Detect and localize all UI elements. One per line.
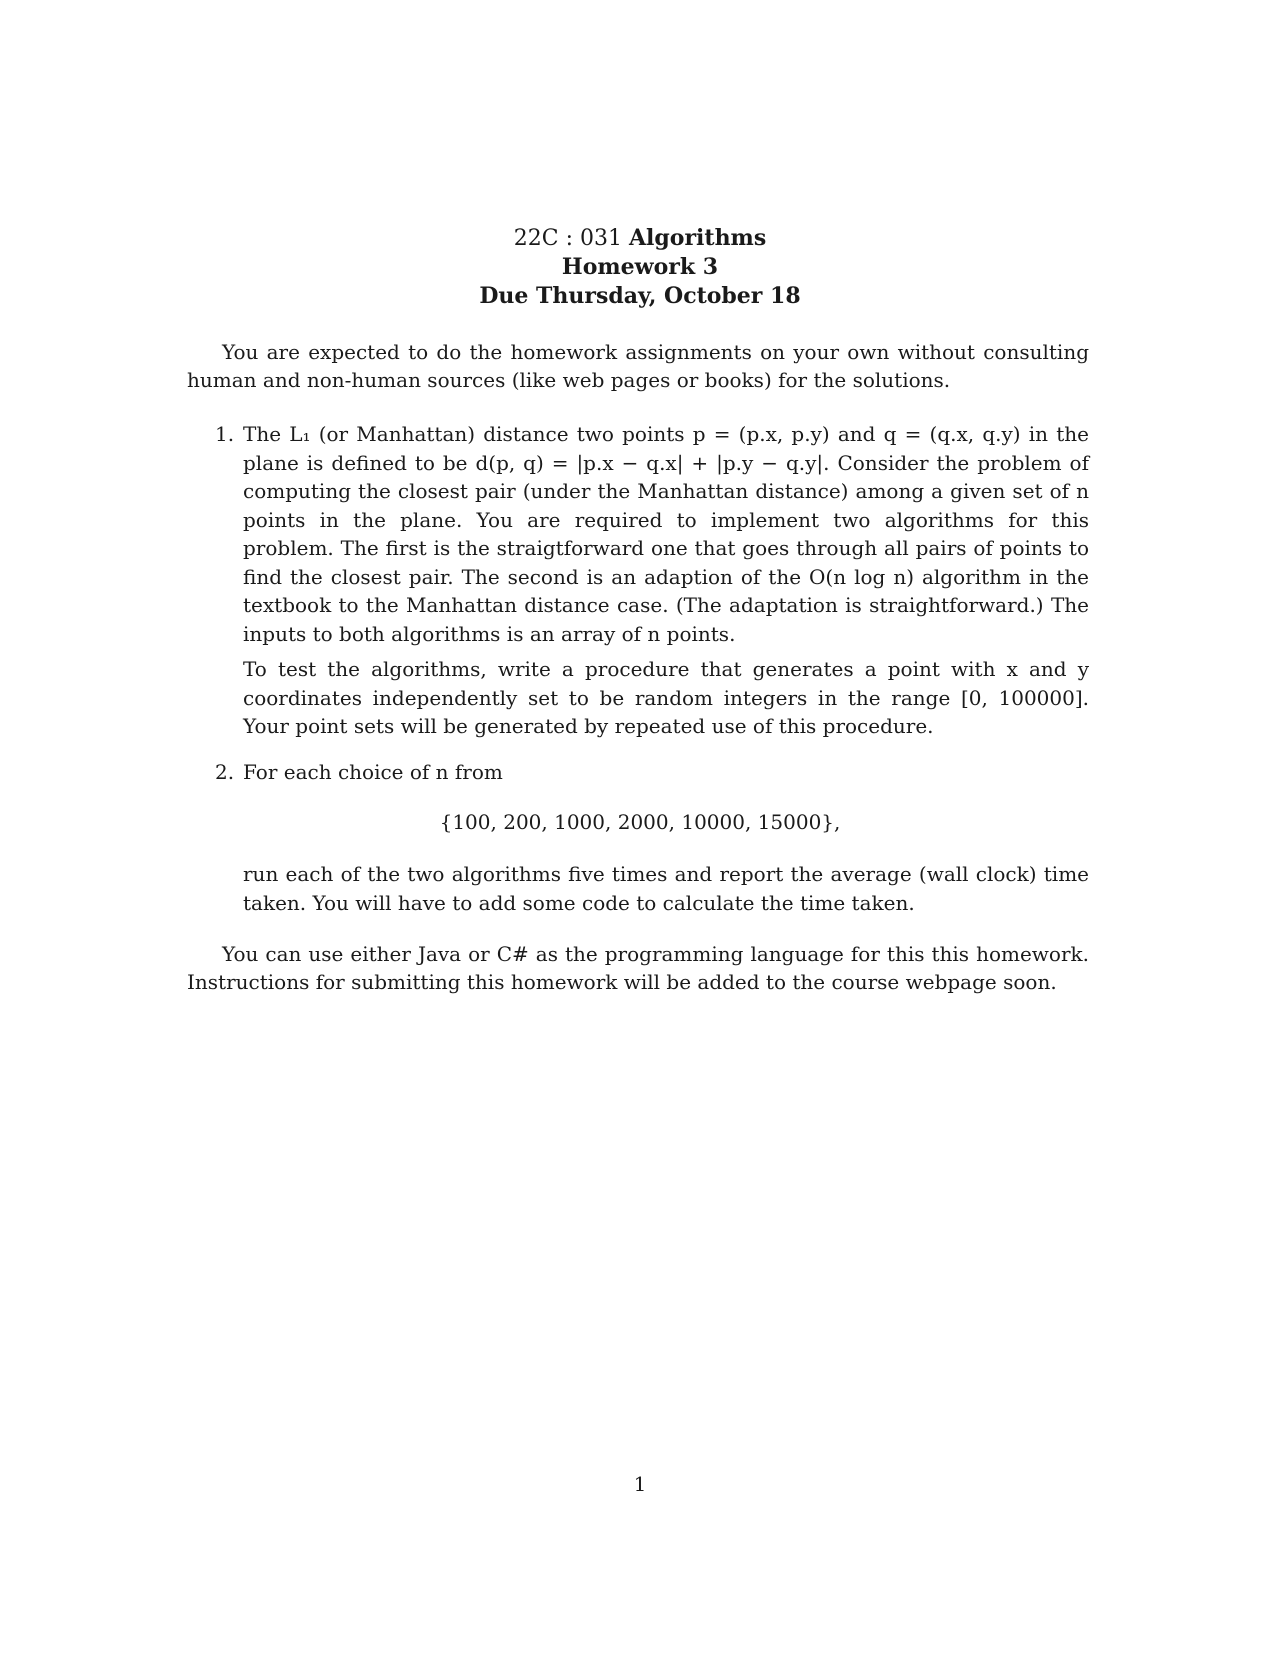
problem-1-text: The L₁ (or Manhattan) distance two points p = (p.x, p.y) and q = (q.x, q.y) in the plane is defined to be d(p, q) = |p.x − q.x| + |p.y − q.y|. Consider the problem of computing the closest pair (under the Manhattan distance) among a given set of n points in the plane. You are required to implement two algorithms for this problem. The first is the straigtforward one that goes through all pairs of points to find the closest pair. The second is an adaption of the O(n log n) algorithm in the textbook to the Manhattan distance case. (The adaptation is straightforward.) The inputs to both algorithms is an array of n points. — [243, 422, 1089, 646]
problem-1-testing — [243, 655, 1089, 741]
course-code: 22C : 031 — [513, 226, 622, 251]
problem-2 — [215, 758, 1089, 787]
course-line — [0, 224, 1280, 253]
homework-title: Homework 3 — [561, 254, 719, 280]
problem-2-follow — [243, 860, 1089, 917]
title-block — [0, 224, 1280, 311]
course-name: Algorithms — [628, 225, 767, 251]
problem-1-testing-text: To test the algorithms, write a procedure that generates a point with x and y coordinates independently set to be random integers in the range [0, 100000]. Your point sets will be generated by repeated use of this procedure. — [243, 657, 1089, 738]
n-values-set: {100, 200, 1000, 2000, 10000, 15000}, — [439, 810, 841, 834]
problem-1-number: 1. — [215, 422, 235, 446]
intro-text: You are expected to do the homework assignments on your own without consulting human and non-human sources (like web pages or books) for the solutions. — [187, 340, 1089, 392]
problem-2-follow-text: run each of the two algorithms five times and report the average (wall clock) time taken. You will have to add some code to calculate the time taken. — [243, 862, 1089, 915]
due-date: Due Thursday, October 18 — [479, 283, 801, 309]
closing-text: You can use either Java or C# as the programming language for this this homework. Instructions for submitting this homework will be added to the course webpage soon. — [187, 942, 1089, 994]
page-number: 1 — [633, 1472, 647, 1496]
problem-1 — [215, 420, 1089, 648]
intro-paragraph — [187, 338, 1089, 394]
problem-2-number: 2. — [215, 760, 235, 784]
problem-2-lead: For each choice of n from — [243, 760, 503, 784]
closing-paragraph — [187, 940, 1089, 996]
